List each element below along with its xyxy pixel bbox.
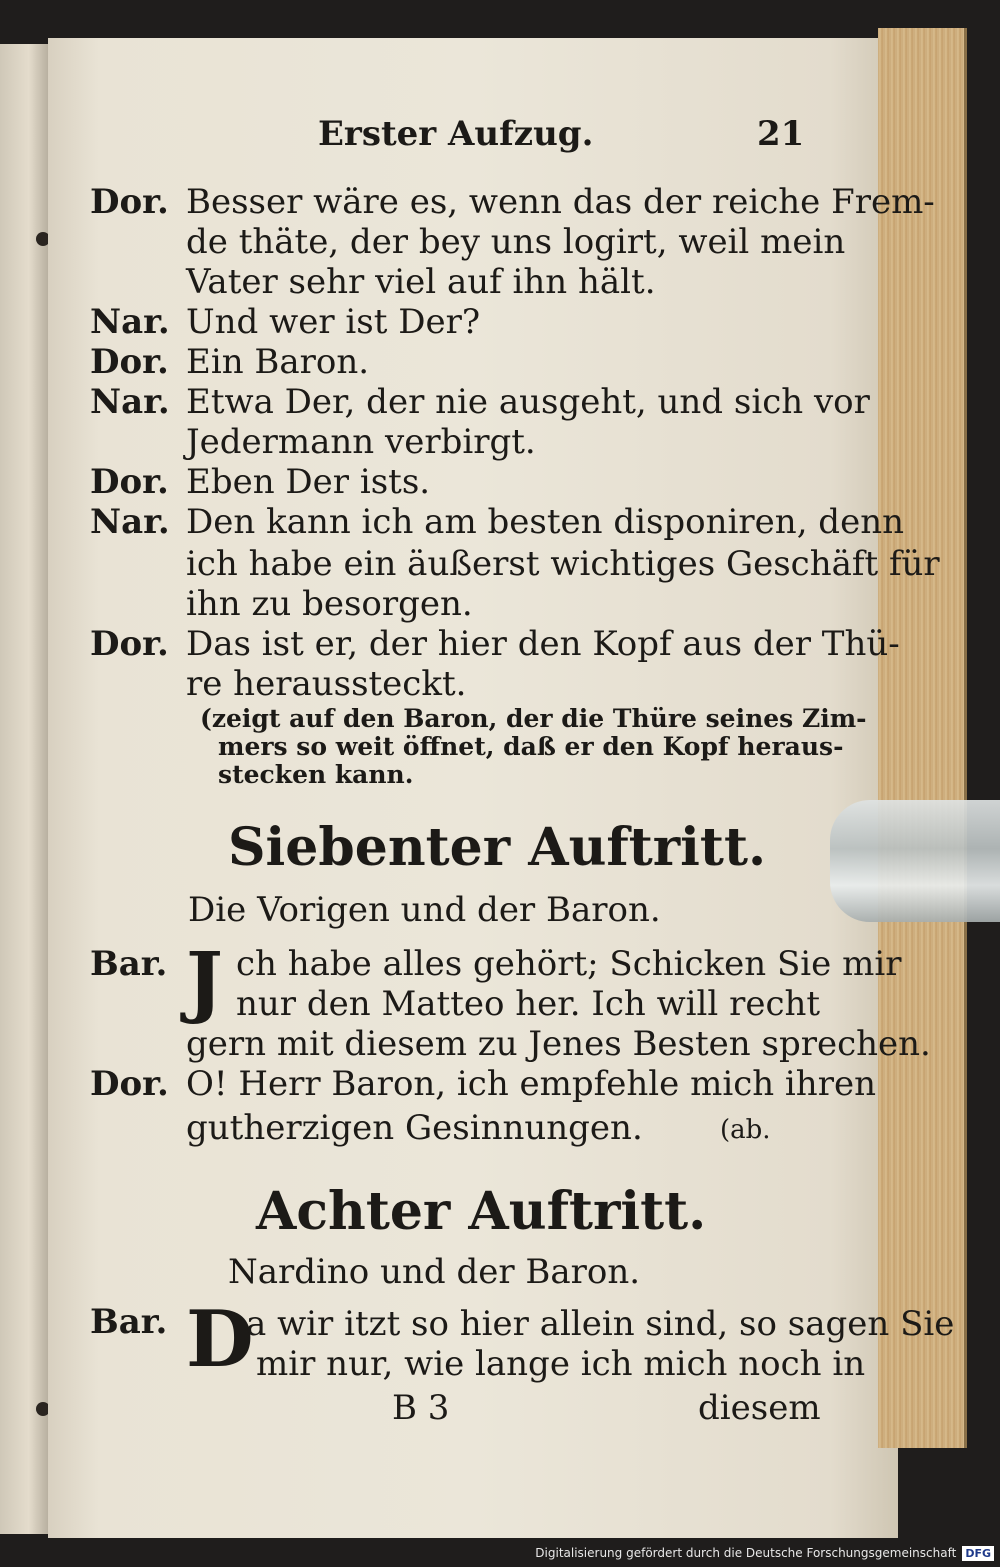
drop-cap: D: [186, 1294, 254, 1385]
dialogue-line: a wir itzt so hier allein sind, so sagen Sie: [246, 1304, 955, 1344]
scene-subtitle: Die Vorigen und der Baron.: [188, 890, 661, 930]
dialogue-line: Jedermann verbirgt.: [186, 422, 536, 462]
stage-direction: mers so weit öffnet, daß er den Kopf heraus-: [218, 732, 844, 761]
stage-direction: (zeigt auf den Baron, der die Thüre seines Zim-: [200, 704, 867, 733]
dialogue-line: Besser wäre es, wenn das der reiche Frem-: [186, 182, 935, 222]
drop-cap: J: [186, 936, 223, 1027]
dialogue-line: gern mit diesem zu Jenes Besten sprechen.: [186, 1024, 931, 1064]
dialogue-line: Vater sehr viel auf ihn hält.: [186, 262, 656, 302]
scene-title: Siebenter Auftritt.: [228, 817, 767, 878]
dfg-logo: DFG: [962, 1546, 994, 1561]
speaker: Dor.: [90, 342, 169, 382]
speaker: Dor.: [90, 1064, 169, 1104]
dialogue-line: Ein Baron.: [186, 342, 370, 382]
speaker: Nar.: [90, 302, 170, 342]
dialogue-line: O! Herr Baron, ich empfehle mich ihren: [186, 1064, 876, 1104]
speaker: Dor.: [90, 182, 169, 222]
speaker: Dor.: [90, 462, 169, 502]
dialogue-line: Eben Der ists.: [186, 462, 431, 502]
dialogue-line: Etwa Der, der nie ausgeht, und sich vor: [186, 382, 870, 422]
footer-credit: [535, 1543, 994, 1563]
dialogue-line: mir nur, wie lange ich mich noch in: [256, 1344, 866, 1384]
dialogue-line: nur den Matteo her. Ich will recht: [236, 984, 821, 1024]
dialogue-line: gutherzigen Gesinnungen.: [186, 1108, 643, 1148]
dialogue-line: re heraussteckt.: [186, 664, 467, 704]
exit-direction: (ab.: [720, 1115, 771, 1145]
catchword: diesem: [698, 1388, 821, 1428]
page-number: 21: [757, 114, 805, 154]
signature-mark: B 3: [392, 1388, 450, 1428]
dialogue-line: Das ist er, der hier den Kopf aus der Thü-: [186, 624, 900, 664]
dialogue-line: ich habe ein äußerst wichtiges Geschäft für: [186, 544, 940, 584]
scene-title: Achter Auftritt.: [256, 1181, 707, 1242]
speaker: Nar.: [90, 382, 170, 422]
dialogue-line: de thäte, der bey uns logirt, weil mein: [186, 222, 846, 262]
dialogue-line: Den kann ich am besten disponiren, denn: [186, 502, 904, 542]
scene-subtitle: Nardino und der Baron.: [228, 1252, 641, 1292]
speaker: Bar.: [90, 1302, 168, 1342]
dialogue-line: ch habe alles gehört; Schicken Sie mir: [236, 944, 902, 984]
speaker: Bar.: [90, 944, 168, 984]
speaker: Dor.: [90, 624, 169, 664]
credit-text: Digitalisierung gefördert durch die Deutsche Forschungsgemeinschaft: [535, 1546, 957, 1560]
dialogue-line: Und wer ist Der?: [186, 302, 481, 342]
running-title: Erster Aufzug.: [318, 114, 594, 154]
dialogue-line: ihn zu besorgen.: [186, 584, 473, 624]
stage-direction: stecken kann.: [218, 760, 414, 789]
speaker: Nar.: [90, 502, 170, 542]
